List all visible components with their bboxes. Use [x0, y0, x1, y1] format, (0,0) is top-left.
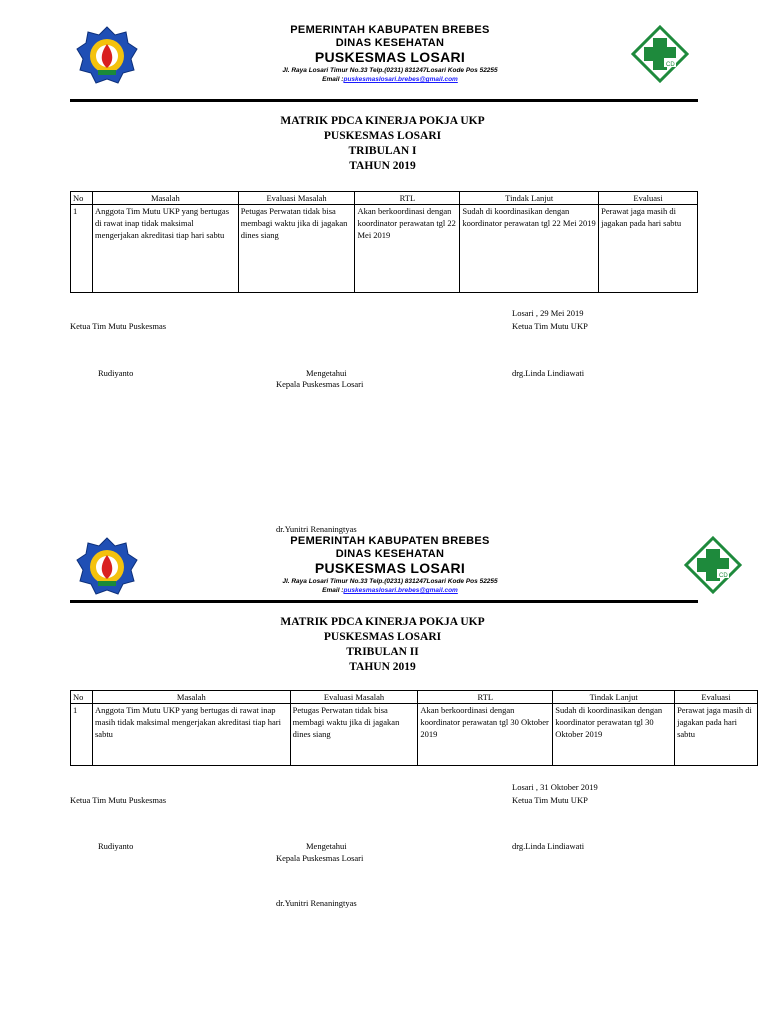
cell-evaluasi-masalah: Petugas Perwatan tidak bisa membagi waktu jika di jagakan dines siang: [290, 704, 418, 766]
signature-date: Losari , 29 Mei 2019: [512, 308, 584, 318]
title-line: PUSKESMAS LOSARI: [323, 130, 442, 142]
pdca-matrix-table-2: [70, 690, 758, 766]
pdca-matrix-table-1: [70, 191, 698, 293]
brebes-regency-emblem-icon: [76, 26, 138, 86]
col-header-evaluasi-masalah: Evaluasi Masalah: [290, 691, 418, 704]
header-address: Jl. Raya Losari Timur No.33 Telp.(0231) 831247Losari Kode Pos 52255: [282, 578, 498, 585]
left-signer-name: Rudiyanto: [98, 841, 134, 851]
right-signer-role: Ketua Tim Mutu UKP: [512, 321, 588, 331]
col-header-tindak-lanjut: Tindak Lanjut: [553, 691, 675, 704]
col-header-masalah: Masalah: [92, 691, 290, 704]
header-department: DINAS KESEHATAN: [335, 37, 445, 49]
head-role: Kepala Puskesmas Losari: [276, 853, 364, 863]
header-government: PEMERINTAH KABUPATEN BREBES: [290, 24, 490, 36]
cell-evaluasi-masalah: Petugas Perwatan tidak bisa membagi waktu jika di jagakan dines siang: [238, 205, 355, 293]
header-department: DINAS KESEHATAN: [335, 548, 445, 560]
title-line: TRIBULAN I: [348, 145, 417, 157]
title-line: TRIBULAN II: [346, 646, 419, 658]
col-header-evaluasi: Evaluasi: [675, 691, 758, 704]
table-header-row: [71, 691, 758, 704]
header-email-line: [230, 587, 550, 594]
header-government: PEMERINTAH KABUPATEN BREBES: [290, 535, 490, 547]
table-row: [71, 205, 698, 293]
cell-masalah: Anggota Tim Mutu UKP yang bertugas di rawat inap tidak maksimal mengerjakan akreditasi tiap hari sabtu: [92, 205, 238, 293]
col-header-no: No: [71, 192, 93, 205]
letterhead-divider-1: [70, 99, 698, 102]
left-signer-role: Ketua Tim Mutu Puskesmas: [70, 321, 167, 331]
email-label: Email :: [322, 587, 344, 594]
head-name: dr.Yunitri Renaningtyas: [276, 898, 357, 908]
col-header-rtl: RTL: [418, 691, 553, 704]
header-institution: PUSKESMAS LOSARI: [314, 49, 466, 65]
table-header-row: [71, 192, 698, 205]
svg-text:CD: CD: [666, 62, 675, 68]
brebes-regency-emblem-icon: [76, 537, 138, 597]
puskesmas-cross-logo-icon: [631, 25, 689, 83]
signature-date: Losari , 31 Oktober 2019: [512, 782, 598, 792]
letterhead-divider-2: [70, 600, 698, 603]
left-signer-role: Ketua Tim Mutu Puskesmas: [70, 795, 167, 805]
cell-no: 1: [71, 704, 93, 766]
title-line: TAHUN 2019: [349, 661, 416, 673]
document-title-2: [180, 615, 585, 675]
cell-rtl: Akan berkoordinasi dengan koordinator perawatan tgl 22 Mei 2019: [355, 205, 460, 293]
left-signer-name: Rudiyanto: [98, 368, 134, 378]
document-title-1: [180, 114, 585, 174]
email-link[interactable]: puskesmaslosari.brebes@gmail.com: [343, 587, 458, 594]
col-header-evaluasi-masalah: Evaluasi Masalah: [238, 192, 355, 205]
right-signer-name: drg.Linda Lindiawati: [512, 841, 585, 851]
cell-tindak-lanjut: Sudah di koordinasikan dengan koordinator perawatan tgl 22 Mei 2019: [460, 205, 599, 293]
table-row: [71, 704, 758, 766]
header-email-line: [230, 76, 550, 83]
col-header-tindak-lanjut: Tindak Lanjut: [460, 192, 599, 205]
puskesmas-cross-logo-icon: [684, 536, 742, 594]
col-header-evaluasi: Evaluasi: [599, 192, 698, 205]
col-header-rtl: RTL: [355, 192, 460, 205]
acknowledged-label: Mengetahui: [306, 368, 347, 378]
cell-evaluasi: Perawat jaga masih di jagakan pada hari sabtu: [675, 704, 758, 766]
title-line: PUSKESMAS LOSARI: [323, 631, 442, 643]
header-institution: PUSKESMAS LOSARI: [314, 560, 466, 576]
email-link[interactable]: puskesmaslosari.brebes@gmail.com: [343, 76, 458, 83]
cell-tindak-lanjut: Sudah di koordinasikan dengan koordinator perawatan tgl 30 Oktober 2019: [553, 704, 675, 766]
title-line: TAHUN 2019: [349, 160, 416, 172]
cell-no: 1: [71, 205, 93, 293]
col-header-no: No: [71, 691, 93, 704]
email-label: Email :: [322, 76, 344, 83]
title-line: MATRIK PDCA KINERJA POKJA UKP: [280, 115, 485, 127]
right-signer-name: drg.Linda Lindiawati: [512, 368, 585, 378]
cell-rtl: Akan berkoordinasi dengan koordinator perawatan tgl 30 Oktober 2019: [418, 704, 553, 766]
col-header-masalah: Masalah: [92, 192, 238, 205]
header-address: Jl. Raya Losari Timur No.33 Telp.(0231) 831247Losari Kode Pos 52255: [282, 67, 498, 74]
title-line: MATRIK PDCA KINERJA POKJA UKP: [280, 616, 485, 628]
right-signer-role: Ketua Tim Mutu UKP: [512, 795, 588, 805]
svg-text:CD: CD: [719, 573, 728, 579]
acknowledged-label: Mengetahui: [306, 841, 347, 851]
cell-masalah: Anggota Tim Mutu UKP yang bertugas di rawat inap masih tidak maksimal mengerjakan akreditasi tiap hari sabtu: [92, 704, 290, 766]
head-role: Kepala Puskesmas Losari: [276, 379, 364, 389]
head-name: dr.Yunitri Renaningtyas: [276, 524, 357, 534]
cell-evaluasi: Perawat jaga masih di jagakan pada hari sabtu: [599, 205, 698, 293]
